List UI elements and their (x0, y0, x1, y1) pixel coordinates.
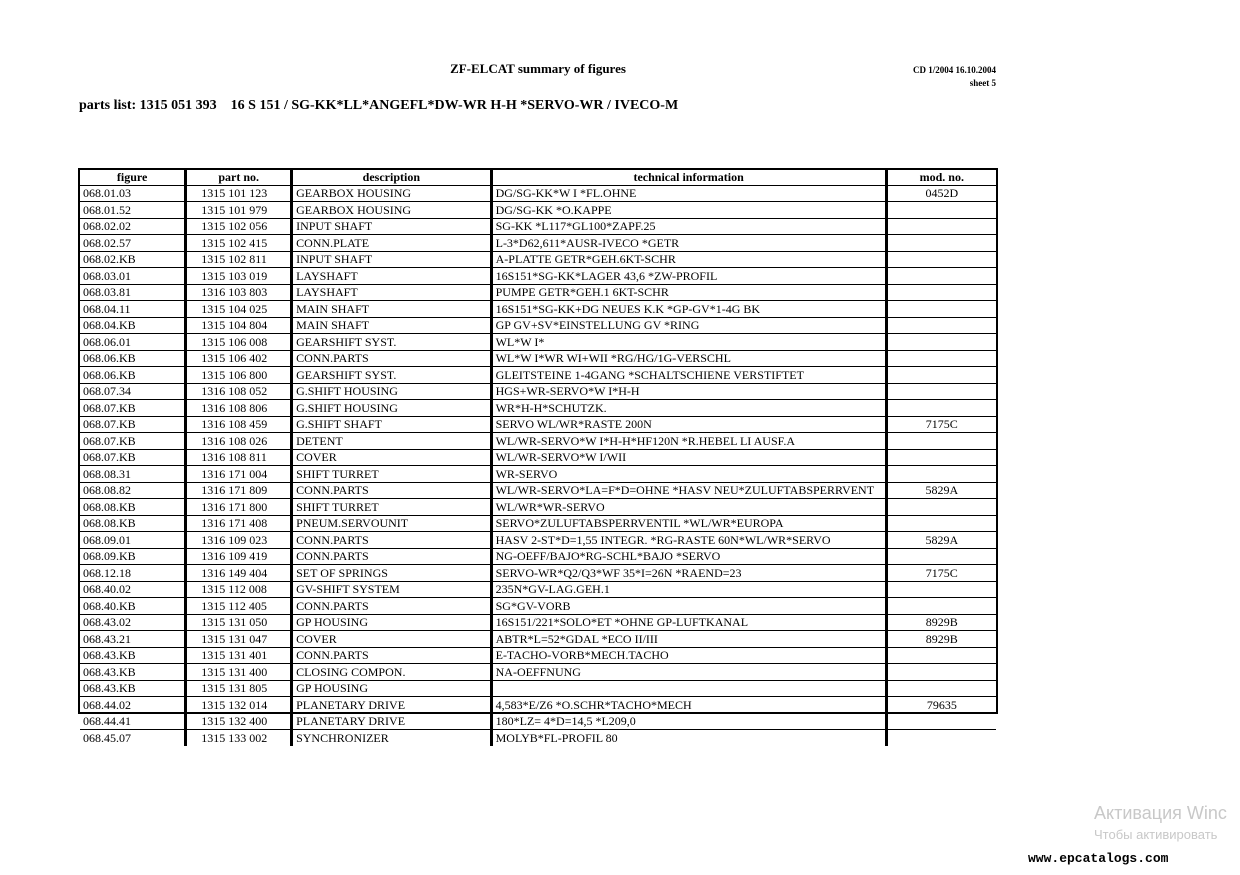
cell-mod-no (886, 581, 996, 598)
cd-info (913, 64, 996, 90)
cell-technical-information: WL*W I*WR WI+WII *RG/HG/1G-VERSCHL (491, 350, 886, 367)
cell-description: CONN.PARTS (292, 598, 492, 615)
table-row (80, 268, 996, 285)
cell-technical-information: GLEITSTEINE 1-4GANG *SCHALTSCHIENE VERSTIFTET (491, 367, 886, 384)
cell-description: PLANETARY DRIVE (292, 697, 492, 714)
cell-technical-information: WL/WR-SERVO*LA=F*D=OHNE *HASV NEU*ZULUFTABSPERRVENT (491, 482, 886, 499)
cell-technical-information: GP GV+SV*EINSTELLUNG GV *RING (491, 317, 886, 334)
cell-figure: 068.08.82 (80, 482, 186, 499)
table-row (80, 235, 996, 252)
table-row (80, 515, 996, 532)
cell-part-no: 1316 171 800 (186, 499, 292, 516)
table-row (80, 730, 996, 746)
table-row (80, 697, 996, 714)
cell-technical-information: WL*W I* (491, 334, 886, 351)
cell-mod-no: 8929B (886, 631, 996, 648)
cell-description: G.SHIFT SHAFT (292, 416, 492, 433)
cell-figure: 068.06.KB (80, 350, 186, 367)
cell-technical-information: WL/WR-SERVO*W I/WII (491, 449, 886, 466)
cell-part-no: 1315 132 014 (186, 697, 292, 714)
table-row (80, 581, 996, 598)
cell-mod-no (886, 317, 996, 334)
cell-description: LAYSHAFT (292, 268, 492, 285)
cell-mod-no (886, 664, 996, 681)
cell-mod-no (886, 301, 996, 318)
cd-version: CD 1/2004 16.10.2004 (913, 65, 996, 75)
cell-technical-information: DG/SG-KK *O.KAPPE (491, 202, 886, 219)
figures-table-frame (78, 168, 998, 745)
cell-part-no: 1316 149 404 (186, 565, 292, 582)
cell-figure: 068.01.03 (80, 185, 186, 202)
cell-mod-no (886, 598, 996, 615)
cell-description: COVER (292, 631, 492, 648)
cell-part-no: 1315 106 402 (186, 350, 292, 367)
cell-technical-information: 235N*GV-LAG.GEH.1 (491, 581, 886, 598)
cell-description: GEARBOX HOUSING (292, 185, 492, 202)
cell-technical-information: L-3*D62,611*AUSR-IVECO *GETR (491, 235, 886, 252)
cell-description: CONN.PARTS (292, 548, 492, 565)
cell-mod-no (886, 235, 996, 252)
cell-technical-information: 16S151*SG-KK+DG NEUES K.K *GP-GV*1-4G BK (491, 301, 886, 318)
cell-technical-information: 16S151/221*SOLO*ET *OHNE GP-LUFTKANAL (491, 614, 886, 631)
cell-mod-no (886, 515, 996, 532)
cell-description: CONN.PARTS (292, 350, 492, 367)
cell-figure: 068.03.81 (80, 284, 186, 301)
cell-mod-no: 7175C (886, 565, 996, 582)
table-row (80, 334, 996, 351)
cell-description: MAIN SHAFT (292, 301, 492, 318)
column-header-description: description (292, 170, 492, 185)
table-row (80, 202, 996, 219)
windows-activation-watermark-title: Активация Winc (1094, 803, 1227, 823)
table-row (80, 631, 996, 648)
cell-technical-information: PUMPE GETR*GEH.1 6KT-SCHR (491, 284, 886, 301)
cell-figure: 068.07.34 (80, 383, 186, 400)
cell-figure: 068.44.41 (80, 713, 186, 730)
cell-technical-information: 4,583*E/Z6 *O.SCHR*TACHO*MECH (491, 697, 886, 714)
column-header-technical-information: technical information (491, 170, 886, 185)
cell-description: CONN.PARTS (292, 482, 492, 499)
cell-description: PNEUM.SERVOUNIT (292, 515, 492, 532)
table-body (80, 185, 996, 746)
cell-part-no: 1315 106 800 (186, 367, 292, 384)
cell-part-no: 1315 131 401 (186, 647, 292, 664)
table-row (80, 713, 996, 730)
cell-part-no: 1315 131 050 (186, 614, 292, 631)
cell-description: G.SHIFT HOUSING (292, 400, 492, 417)
table-row (80, 598, 996, 615)
cell-mod-no: 0452D (925, 186, 959, 200)
column-header-mod-no: mod. no. (886, 170, 996, 185)
cell-mod-no (886, 548, 996, 565)
parts-list-heading: parts list: 1315 051 393 16 S 151 / SG-KK*LL*ANGEFL*DW-WR H-H *SERVO-WR / IVECO-M (79, 98, 679, 113)
cell-mod-no (886, 367, 996, 384)
cell-description: INPUT SHAFT (292, 251, 492, 268)
cell-figure: 068.04.KB (80, 317, 186, 334)
cell-technical-information: DG/SG-KK*W I *FL.OHNE (491, 185, 886, 202)
table-row (80, 647, 996, 664)
cell-mod-no: 8929B (886, 614, 996, 631)
cell-technical-information: 180*LZ= 4*D=14,5 *L209,0 (491, 713, 886, 730)
table-row (80, 367, 996, 384)
cell-mod-no (886, 466, 996, 483)
column-header-part-no: part no. (186, 170, 292, 185)
cell-figure: 068.43.KB (80, 680, 186, 697)
cell-figure: 068.02.57 (80, 235, 186, 252)
cell-mod-no (886, 350, 996, 367)
cell-mod-no: 5829A (886, 532, 996, 549)
column-header-figure: figure (80, 170, 186, 185)
cell-figure: 068.02.02 (80, 218, 186, 235)
cell-figure: 068.45.07 (80, 730, 186, 746)
cell-figure: 068.01.52 (80, 202, 186, 219)
sheet-number: sheet 5 (969, 78, 996, 88)
cell-figure: 068.07.KB (80, 449, 186, 466)
cell-part-no: 1316 171 004 (186, 466, 292, 483)
cell-description: GP HOUSING (292, 680, 492, 697)
cell-part-no: 1315 104 804 (186, 317, 292, 334)
cell-mod-no (886, 730, 996, 746)
cell-part-no: 1316 108 026 (186, 433, 292, 450)
cell-figure: 068.07.KB (80, 433, 186, 450)
page-title: ZF-ELCAT summary of figures (450, 61, 626, 76)
windows-activation-watermark-text: Чтобы активировать (1094, 827, 1218, 842)
cell-description: G.SHIFT HOUSING (292, 383, 492, 400)
table-row (80, 482, 996, 499)
cell-part-no: 1316 171 408 (186, 515, 292, 532)
cell-part-no: 1315 132 400 (186, 713, 292, 730)
table-row (80, 284, 996, 301)
cell-description: INPUT SHAFT (292, 218, 492, 235)
cell-part-no: 1315 133 002 (186, 730, 292, 746)
cell-mod-no (886, 449, 996, 466)
cell-figure: 068.03.01 (80, 268, 186, 285)
cell-part-no: 1315 101 979 (186, 202, 292, 219)
cell-description: SYNCHRONIZER (292, 730, 492, 746)
cell-part-no: 1315 102 415 (186, 235, 292, 252)
cell-technical-information: WL/WR-SERVO*W I*H-H*HF120N *R.HEBEL LI AUSF.A (491, 433, 886, 450)
cell-mod-no: 5829A (886, 482, 996, 499)
cell-description: GEARSHIFT SYST. (292, 334, 492, 351)
table-row (80, 532, 996, 549)
table-row (80, 433, 996, 450)
cell-part-no: 1316 109 419 (186, 548, 292, 565)
table-row (80, 416, 996, 433)
table-row (80, 251, 996, 268)
cell-mod-no (886, 680, 996, 697)
cell-mod-no (886, 383, 996, 400)
cell-figure: 068.12.18 (80, 565, 186, 582)
cell-part-no: 1316 103 803 (186, 284, 292, 301)
table-row (80, 680, 996, 697)
cell-technical-information: SERVO*ZULUFTABSPERRVENTIL *WL/WR*EUROPA (491, 515, 886, 532)
cell-figure: 068.08.31 (80, 466, 186, 483)
cell-technical-information: WL/WR*WR-SERVO (491, 499, 886, 516)
cell-figure: 068.43.KB (80, 647, 186, 664)
cell-figure: 068.04.11 (80, 301, 186, 318)
cell-description: CONN.PLATE (292, 235, 492, 252)
cell-figure: 068.02.KB (80, 251, 186, 268)
cell-part-no: 1315 131 805 (186, 680, 292, 697)
cell-mod-no: 79635 (886, 697, 996, 714)
table-row (80, 301, 996, 318)
cell-technical-information (491, 680, 886, 697)
cell-technical-information: E-TACHO-VORB*MECH.TACHO (491, 647, 886, 664)
table-row (80, 185, 996, 202)
cell-technical-information: HGS+WR-SERVO*W I*H-H (491, 383, 886, 400)
table-row (80, 383, 996, 400)
cell-description: GV-SHIFT SYSTEM (292, 581, 492, 598)
cell-description: SHIFT TURRET (292, 499, 492, 516)
cell-part-no: 1316 109 023 (186, 532, 292, 549)
cell-technical-information: NA-OEFFNUNG (491, 664, 886, 681)
cell-figure: 068.44.02 (80, 697, 186, 714)
figures-table (80, 170, 996, 746)
cell-description: CLOSING COMPON. (292, 664, 492, 681)
cell-technical-information: MOLYB*FL-PROFIL 80 (491, 730, 886, 746)
cell-mod-no (886, 284, 996, 301)
cell-technical-information: SERVO-WR*Q2/Q3*WF 35*I=26N *RAEND=23 (491, 565, 886, 582)
cell-part-no: 1315 103 019 (186, 268, 292, 285)
cell-part-no: 1315 112 405 (186, 598, 292, 615)
cell-description: DETENT (292, 433, 492, 450)
cell-mod-no (886, 268, 996, 285)
table-row (80, 614, 996, 631)
cell-part-no: 1316 108 811 (186, 449, 292, 466)
cell-technical-information: NG-OEFF/BAJO*RG-SCHL*BAJO *SERVO (491, 548, 886, 565)
cell-mod-no (886, 713, 996, 730)
cell-technical-information: SG*GV-VORB (491, 598, 886, 615)
cell-figure: 068.43.02 (80, 614, 186, 631)
cell-part-no: 1315 112 008 (186, 581, 292, 598)
cell-technical-information: 16S151*SG-KK*LAGER 43,6 *ZW-PROFIL (491, 268, 886, 285)
cell-mod-no (886, 251, 996, 268)
cell-mod-no (886, 433, 996, 450)
cell-description: GP HOUSING (292, 614, 492, 631)
cell-part-no: 1316 108 806 (186, 400, 292, 417)
cell-mod-no (886, 499, 996, 516)
cell-description: SET OF SPRINGS (292, 565, 492, 582)
cell-mod-no (886, 202, 996, 219)
cell-description: GEARSHIFT SYST. (292, 367, 492, 384)
cell-part-no: 1315 131 047 (186, 631, 292, 648)
cell-part-no: 1315 104 025 (186, 301, 292, 318)
cell-figure: 068.08.KB (80, 515, 186, 532)
table-row (80, 565, 996, 582)
site-url[interactable]: www.epcatalogs.com (1028, 851, 1169, 866)
cell-technical-information: A-PLATTE GETR*GEH.6KT-SCHR (491, 251, 886, 268)
table-row (80, 400, 996, 417)
table-row (80, 664, 996, 681)
cell-technical-information: SERVO WL/WR*RASTE 200N (491, 416, 886, 433)
cell-description: LAYSHAFT (292, 284, 492, 301)
table-row (80, 449, 996, 466)
cell-figure: 068.40.02 (80, 581, 186, 598)
cell-description: CONN.PARTS (292, 532, 492, 549)
cell-description: COVER (292, 449, 492, 466)
cell-mod-no: 7175C (886, 416, 996, 433)
cell-part-no: 1315 102 056 (186, 218, 292, 235)
cell-part-no: 1316 171 809 (186, 482, 292, 499)
cell-description: SHIFT TURRET (292, 466, 492, 483)
cell-figure: 068.07.KB (80, 400, 186, 417)
cell-mod-no (886, 647, 996, 664)
cell-description: GEARBOX HOUSING (292, 202, 492, 219)
cell-part-no: 1315 106 008 (186, 334, 292, 351)
cell-description: MAIN SHAFT (292, 317, 492, 334)
cell-figure: 068.06.KB (80, 367, 186, 384)
table-row (80, 317, 996, 334)
cell-technical-information: WR*H-H*SCHUTZK. (491, 400, 886, 417)
cell-technical-information: HASV 2-ST*D=1,55 INTEGR. *RG-RASTE 60N*WL/WR*SERVO (491, 532, 886, 549)
cell-part-no: 1315 102 811 (186, 251, 292, 268)
cell-figure: 068.09.01 (80, 532, 186, 549)
cell-figure: 068.06.01 (80, 334, 186, 351)
cell-figure: 068.09.KB (80, 548, 186, 565)
cell-figure: 068.40.KB (80, 598, 186, 615)
cell-technical-information: ABTR*L=52*GDAL *ECO II/III (491, 631, 886, 648)
cell-mod-no (886, 334, 996, 351)
table-row (80, 350, 996, 367)
table-row (80, 548, 996, 565)
cell-description: CONN.PARTS (292, 647, 492, 664)
cell-part-no: 1315 101 123 (186, 185, 292, 202)
cell-part-no: 1315 131 400 (186, 664, 292, 681)
cell-technical-information: WR-SERVO (491, 466, 886, 483)
cell-mod-no (886, 218, 996, 235)
table-header-row (80, 170, 996, 185)
cell-part-no: 1316 108 052 (186, 383, 292, 400)
cell-figure: 068.07.KB (80, 416, 186, 433)
cell-description: PLANETARY DRIVE (292, 713, 492, 730)
cell-mod-no (886, 400, 996, 417)
table-row (80, 499, 996, 516)
cell-part-no: 1316 108 459 (186, 416, 292, 433)
table-row (80, 466, 996, 483)
table-row (80, 218, 996, 235)
cell-figure: 068.43.21 (80, 631, 186, 648)
cell-figure: 068.43.KB (80, 664, 186, 681)
cell-technical-information: SG-KK *L117*GL100*ZAPF.25 (491, 218, 886, 235)
cell-figure: 068.08.KB (80, 499, 186, 516)
